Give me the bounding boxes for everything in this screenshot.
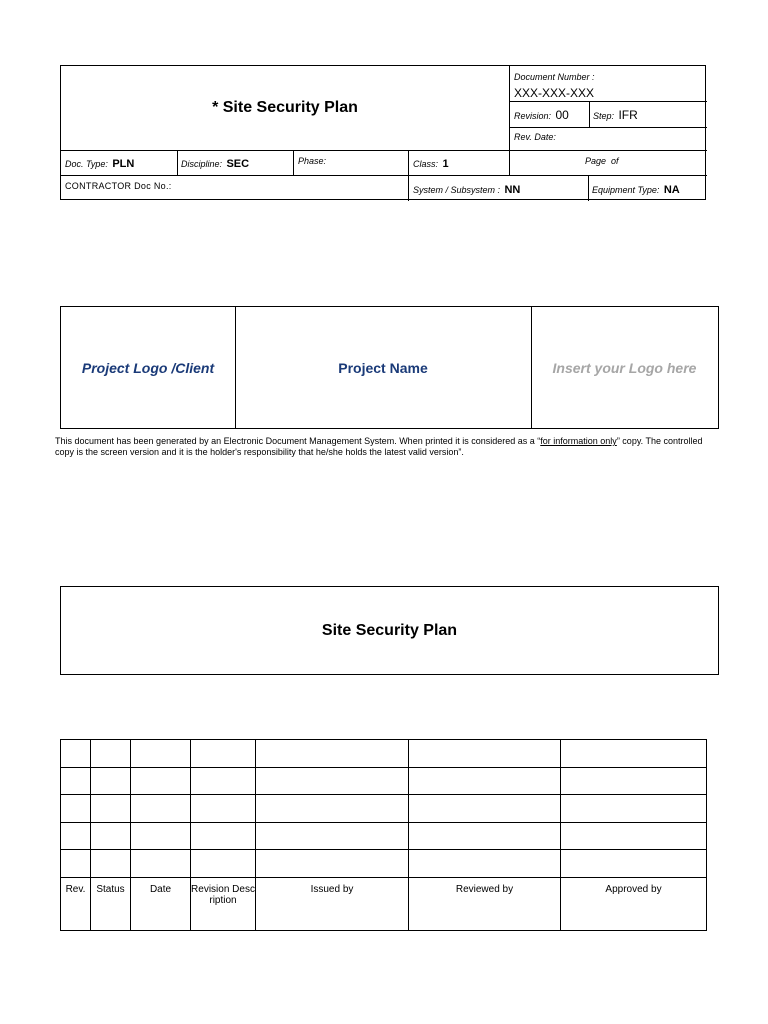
class-value: 1 xyxy=(442,158,449,170)
discipline-value: SEC xyxy=(226,158,250,170)
header-revision-description: Revision Description xyxy=(191,877,256,930)
step-value: IFR xyxy=(618,108,638,122)
revision-value: 00 xyxy=(555,108,569,122)
page-label: Page xyxy=(585,156,607,166)
discipline-field xyxy=(181,154,249,172)
document-number-value: XXX-XXX-XXX xyxy=(514,86,595,100)
revision-label: Revision: xyxy=(514,111,552,121)
system-field xyxy=(413,180,520,198)
phase-label: Phase: xyxy=(298,156,327,166)
system-value: NN xyxy=(504,184,521,196)
edms-notice xyxy=(55,436,720,458)
equipment-value: NA xyxy=(663,184,680,196)
header-status: Status xyxy=(91,877,131,930)
table-row xyxy=(61,795,707,823)
discipline-label: Discipline: xyxy=(181,159,223,169)
revision-field xyxy=(514,106,569,124)
system-label: System / Subsystem : xyxy=(413,185,501,195)
class-label: Class: xyxy=(413,159,439,169)
doc-type-value: PLN xyxy=(112,158,135,170)
document-number-label: Document Number : xyxy=(514,72,595,82)
class-field xyxy=(413,154,449,172)
header-title: * Site Security Plan xyxy=(212,99,358,116)
table-row xyxy=(61,767,707,795)
document-title: Site Security Plan xyxy=(321,621,458,639)
equipment-label: Equipment Type: xyxy=(592,185,660,195)
insert-logo-placeholder: Insert your Logo here xyxy=(552,359,697,376)
page-field xyxy=(585,156,619,166)
step-field xyxy=(593,106,638,124)
header-reviewed-by: Reviewed by xyxy=(409,877,561,930)
header-date: Date xyxy=(131,877,191,930)
header-rev: Rev. xyxy=(61,877,91,930)
table-row xyxy=(61,740,707,768)
equipment-field xyxy=(592,180,680,198)
of-label: of xyxy=(611,156,619,166)
table-header-row xyxy=(61,877,707,930)
notice-underlined: for information only xyxy=(540,436,617,446)
notice-text-before: This document has been generated by an Electronic Document Management System. When printed it is considered as a “ xyxy=(55,436,541,446)
logo-block xyxy=(60,306,719,429)
rev-date-label: Rev. Date: xyxy=(514,132,556,142)
doc-type-label: Doc. Type: xyxy=(65,159,108,169)
revision-table xyxy=(60,739,707,931)
document-title-box xyxy=(60,586,719,675)
notice-text-after: ” copy. The controlled copy is the screen version and it is the holder's responsibility that he/she holds the latest valid version”. xyxy=(55,436,703,457)
header-approved-by: Approved by xyxy=(561,877,707,930)
doc-type-field xyxy=(65,154,134,172)
contractor-doc-label: CONTRACTOR Doc No.: xyxy=(65,181,172,191)
project-name: Project Name xyxy=(235,307,532,428)
step-label: Step: xyxy=(593,111,615,121)
header-issued-by: Issued by xyxy=(256,877,409,930)
client-logo-placeholder: Project Logo /Client xyxy=(61,307,236,428)
table-row xyxy=(61,850,707,878)
table-row xyxy=(61,822,707,850)
document-header xyxy=(60,65,706,200)
